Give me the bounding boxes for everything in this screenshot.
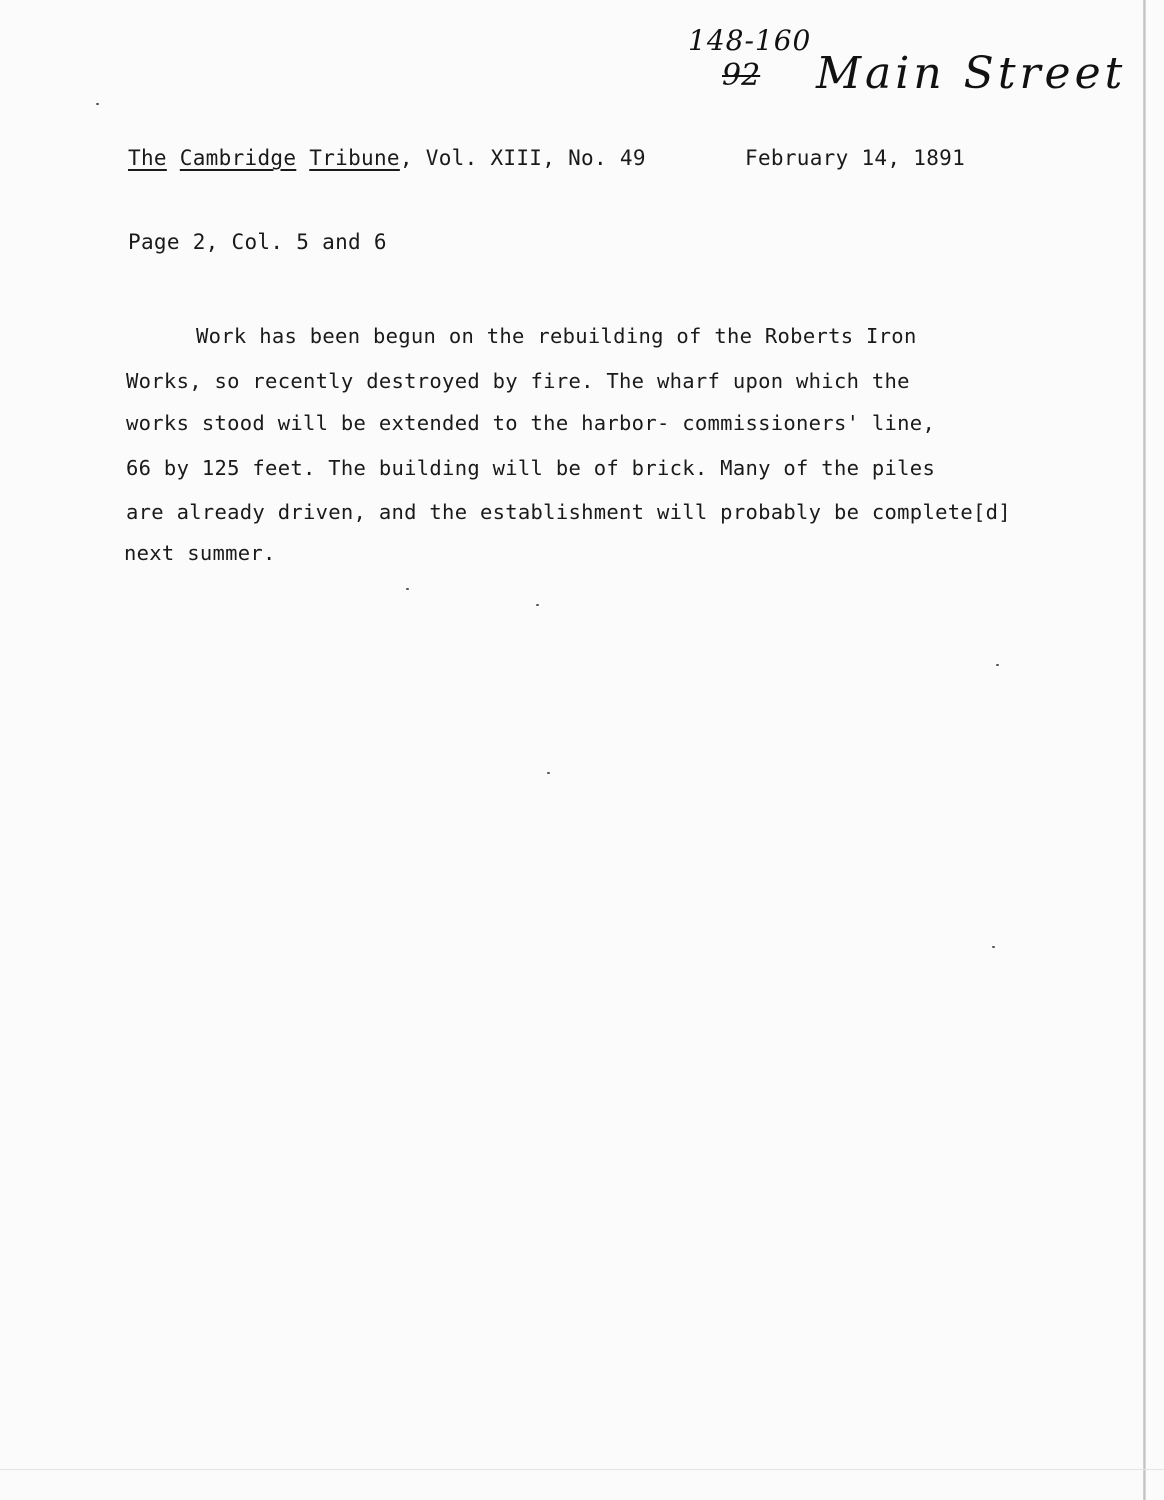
paper-speck xyxy=(992,946,995,948)
newspaper-title-the: The xyxy=(128,146,167,170)
paper-edge xyxy=(1143,0,1146,1500)
body-text-line: works stood will be extended to the harbor- commissioners' line, xyxy=(126,411,936,435)
body-text-line: Work has been begun on the rebuilding of the Roberts Iron xyxy=(196,324,917,348)
volume-number: , Vol. XIII, No. 49 xyxy=(399,146,646,170)
paper-speck xyxy=(547,772,550,774)
body-text-line: are already driven, and the establishment will probably be complete[d] xyxy=(126,500,1011,524)
newspaper-title-cambridge: Cambridge xyxy=(179,146,297,170)
paper-edge-bottom xyxy=(0,1469,1164,1470)
newspaper-title-tribune: Tribune xyxy=(309,146,400,170)
publication-date: February 14, 1891 xyxy=(745,146,966,170)
handwritten-address-range: 148-160 xyxy=(688,24,812,57)
body-text-line: Works, so recently destroyed by fire. The wharf upon which the xyxy=(126,369,910,393)
handwritten-old-number: 92 xyxy=(722,58,761,93)
body-text-line: 66 by 125 feet. The building will be of brick. Many of the piles xyxy=(126,456,936,480)
paper-speck xyxy=(96,103,99,105)
newspaper-citation xyxy=(128,146,646,170)
handwritten-street-name: Main Street xyxy=(816,48,1127,99)
paper-speck xyxy=(406,588,409,590)
paper-speck xyxy=(536,604,539,606)
page-column-reference: Page 2, Col. 5 and 6 xyxy=(128,230,387,254)
paper-speck xyxy=(996,664,999,666)
body-text-line: next summer. xyxy=(124,541,276,565)
